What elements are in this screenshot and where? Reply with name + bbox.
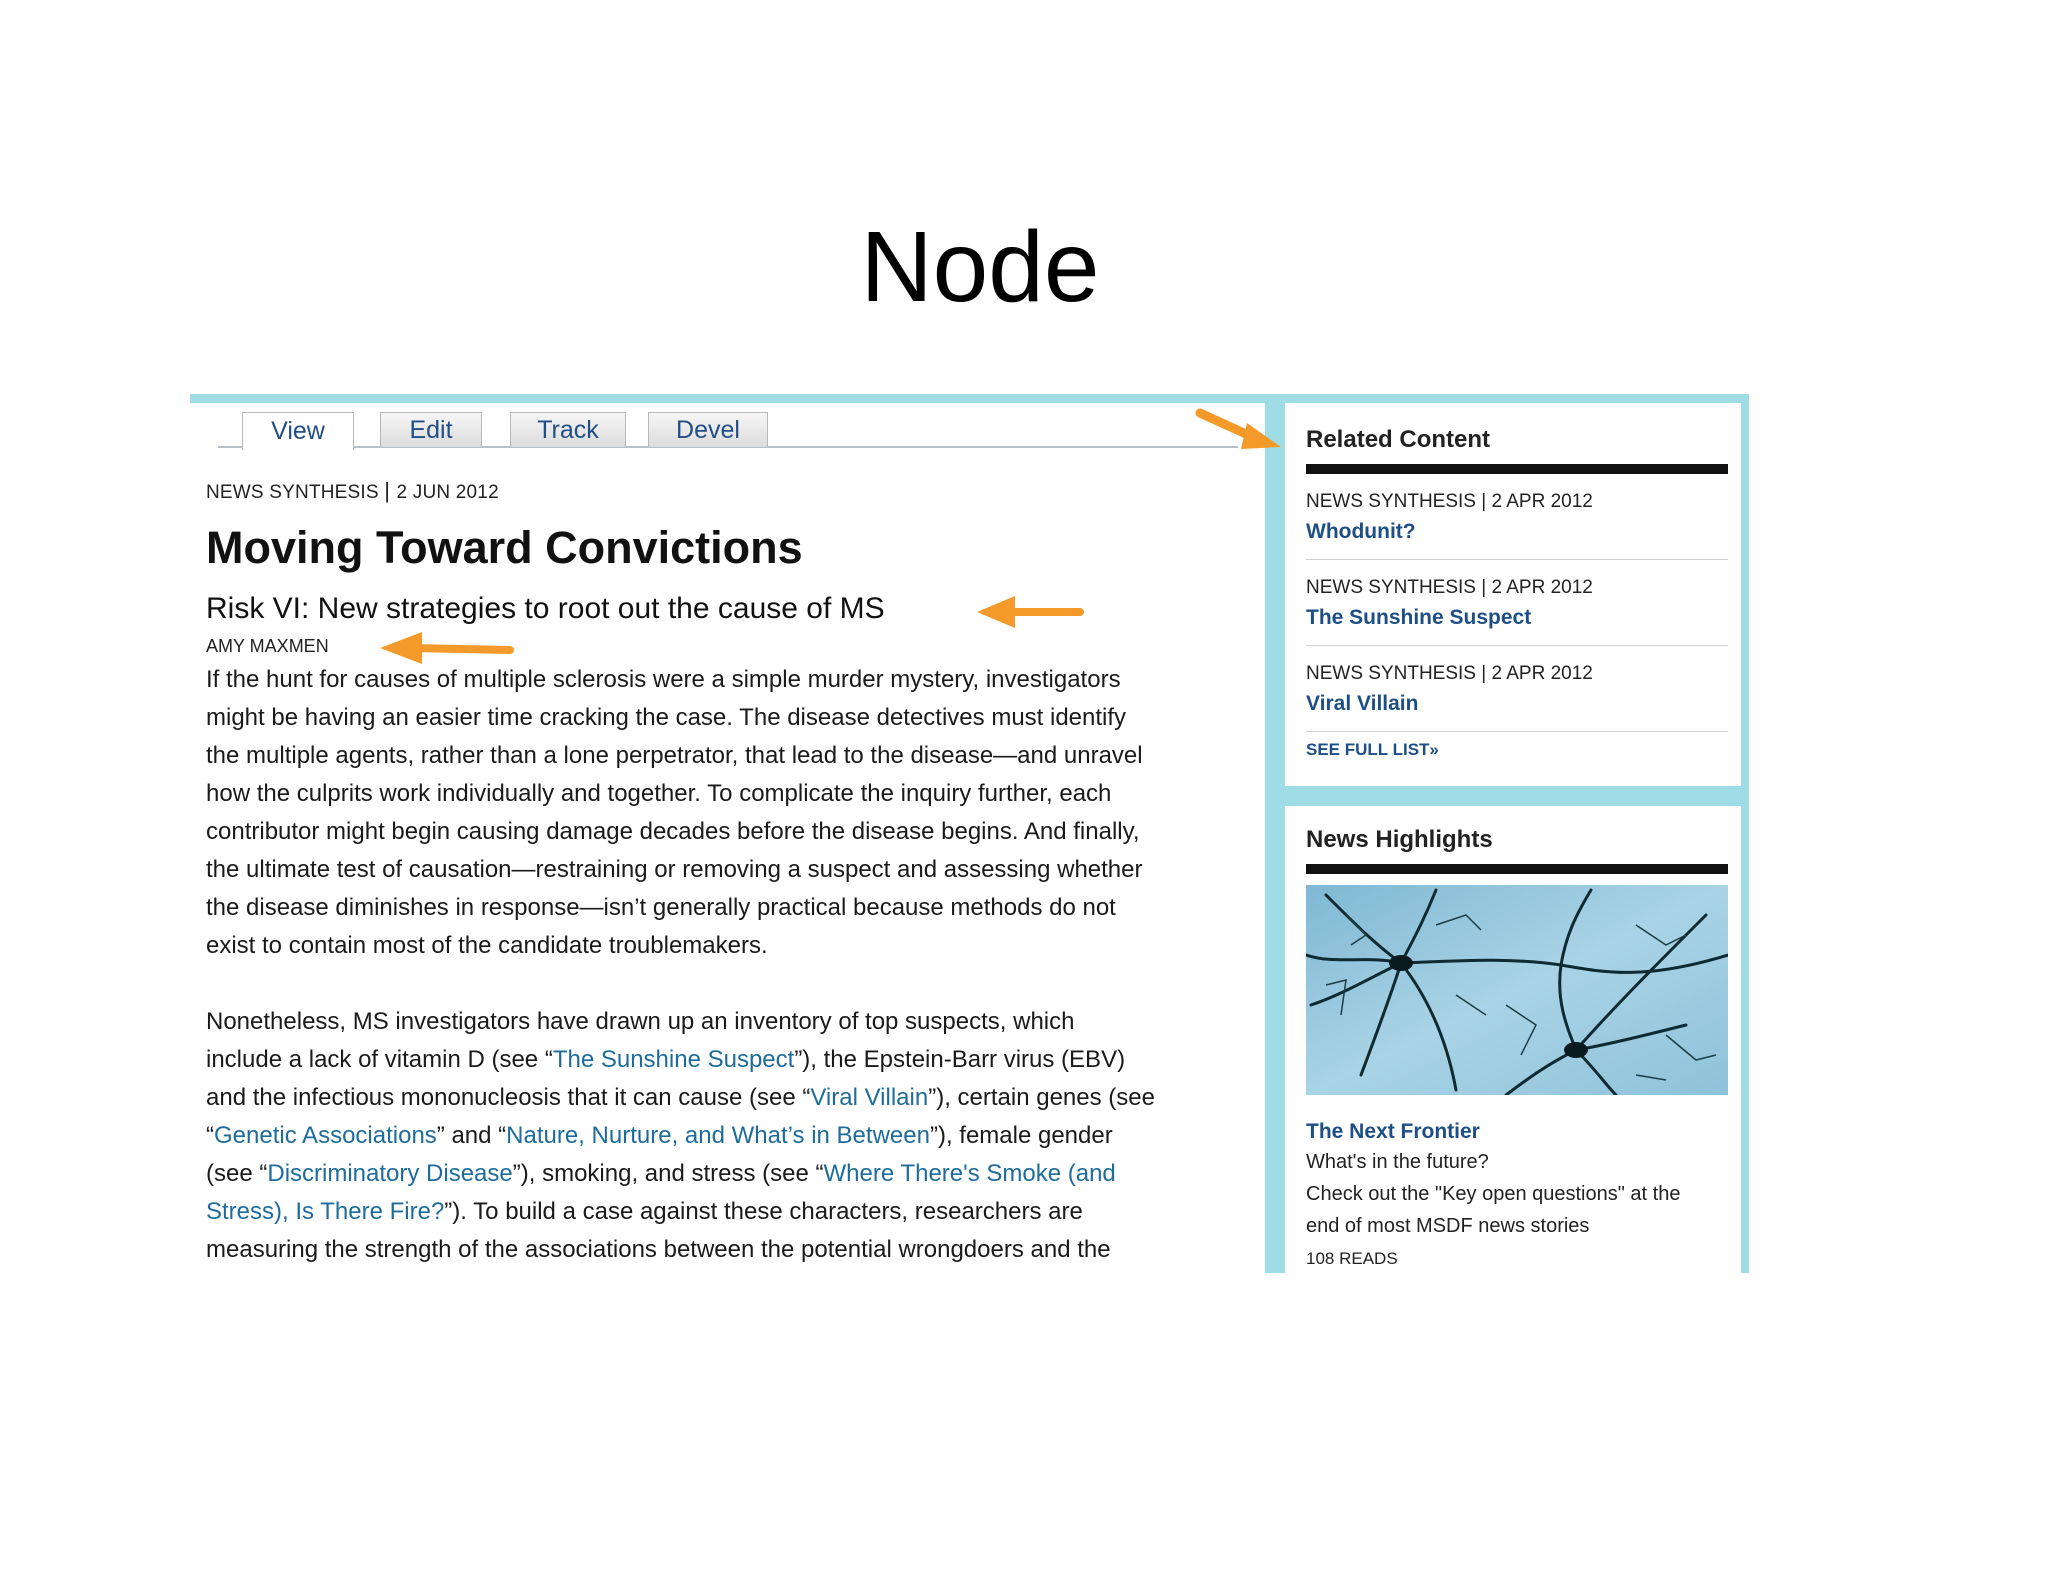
text-span: ”), the Epstein-Barr virus (EBV) [794,1046,1126,1073]
related-content-title: Related Content [1306,426,1491,453]
frame-top-border [190,394,1749,403]
text-line [206,1117,1261,1155]
text-line: exist to contain most of the candidate troublemakers. [206,932,768,959]
related-separator [1306,731,1728,732]
text-line: the ultimate test of causation—restraining or removing a suspect and assessing whether [206,856,1143,883]
news-highlight-text: end of most MSDF news stories [1306,1215,1590,1237]
text-line: measuring the strength of the associations between the potential wrongdoers and the [206,1236,1111,1263]
article-paragraph-2 [206,1003,1261,1269]
slide-title: Node [860,211,1100,323]
text-span: ”), smoking, and stress (see “ [512,1160,824,1187]
link-genetic-associations[interactable]: Genetic Associations [214,1122,437,1149]
sidebar-right-border [1741,403,1749,1273]
article-subtitle: Risk VI: New strategies to root out the cause of MS [206,592,885,625]
news-highlight-link[interactable]: The Next Frontier [1306,1120,1480,1143]
text-span: ” and “ [436,1122,507,1149]
arrow-right-icon [1195,405,1285,455]
text-line [206,1041,1261,1079]
text-line: contributor might begin causing damage decades before the disease begins. And finally, [206,818,1140,845]
news-highlight-text: What's in the future? [1306,1151,1489,1173]
related-item-link-whodunit[interactable]: Whodunit? [1306,520,1416,543]
related-separator [1306,645,1728,646]
link-where-theres-smoke-cont[interactable]: Stress), Is There Fire? [206,1198,445,1225]
tab-view[interactable]: View [242,412,354,450]
text-span: ”), certain genes (see [928,1084,1155,1111]
related-item-link-viral-villain[interactable]: Viral Villain [1306,692,1419,715]
news-highlight-text: Check out the "Key open questions" at the [1306,1183,1681,1205]
arrow-left-icon [975,592,1085,632]
text-span: “ [206,1122,214,1149]
see-full-list-link[interactable]: SEE FULL LIST» [1306,740,1439,759]
text-span: include a lack of vitamin D (see “ [206,1046,553,1073]
news-highlights-rule [1306,864,1728,874]
text-span: ”). To build a case against these characters, researchers are [444,1198,1083,1225]
link-nature-nurture[interactable]: Nature, Nurture, and What’s in Between [506,1122,930,1149]
link-viral-villain[interactable]: Viral Villain [810,1084,929,1111]
article-author: AMY MAXMEN [206,636,329,656]
text-line: the disease diminishes in response—isn’t generally practical because methods do not [206,894,1116,921]
article-date: 2 JUN 2012 [396,482,499,503]
article-meta: NEWS SYNTHESIS | 2 JUN 2012 [206,478,499,503]
sidebar-divider [1265,403,1285,1273]
text-line: how the culprits work individually and together. To complicate the inquiry further, each [206,780,1112,807]
related-item-meta: NEWS SYNTHESIS | 2 APR 2012 [1306,577,1593,598]
article-category: NEWS SYNTHESIS [206,482,379,503]
text-line: Nonetheless, MS investigators have drawn up an inventory of top suspects, which [206,1008,1075,1035]
text-line [206,1079,1261,1117]
related-separator [1306,559,1728,560]
text-line [206,1193,1261,1231]
link-where-theres-smoke[interactable]: Where There's Smoke (and [823,1160,1116,1187]
related-content-rule [1306,464,1728,474]
related-item-link-sunshine-suspect[interactable]: The Sunshine Suspect [1306,606,1532,629]
arrow-left-icon [378,628,516,668]
sidebar-block-gap [1285,786,1741,806]
news-highlights-title: News Highlights [1306,826,1493,853]
tab-track[interactable]: Track [510,412,626,447]
link-sunshine-suspect[interactable]: The Sunshine Suspect [552,1046,795,1073]
related-item-meta: NEWS SYNTHESIS | 2 APR 2012 [1306,663,1593,684]
news-highlight-reads: 108 READS [1306,1249,1398,1268]
neuron-image[interactable] [1306,885,1728,1095]
tab-devel[interactable]: Devel [648,412,768,447]
article-paragraph-1 [206,661,1261,965]
text-span: (see “ [206,1160,268,1187]
link-discriminatory-disease[interactable]: Discriminatory Disease [267,1160,513,1187]
article-title: Moving Toward Convictions [206,522,803,573]
text-line: If the hunt for causes of multiple sclerosis were a simple murder mystery, investigators [206,666,1121,693]
text-line: the multiple agents, rather than a lone perpetrator, that lead to the disease—and unravel [206,742,1143,769]
tab-edit[interactable]: Edit [380,412,482,447]
text-line: might be having an easier time cracking the case. The disease detectives must identify [206,704,1127,731]
text-span: ”), female gender [929,1122,1113,1149]
text-line [206,1155,1261,1193]
related-item-meta: NEWS SYNTHESIS | 2 APR 2012 [1306,491,1593,512]
text-span: and the infectious mononucleosis that it can cause (see “ [206,1084,811,1111]
